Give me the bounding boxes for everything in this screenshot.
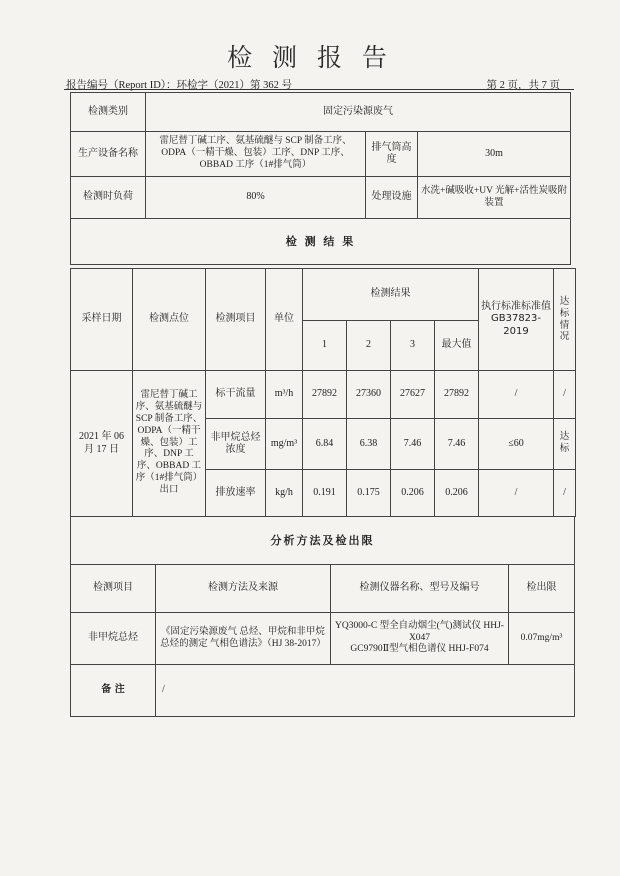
category-label: 检测类别 [71, 93, 146, 132]
equipment-value: 雷尼替丁碱工序、氨基硫醚与 SCP 制备工序、ODPA（一精干燥、包装）工序、DNP 工序、OBBAD 工序（1#排气筒） [146, 132, 366, 177]
methods-header-item: 检测项目 [71, 565, 156, 613]
row-compliance: / [554, 371, 576, 419]
sampling-point: 雷尼替丁碱工序、氨基硫醚与 SCP 制备工序、ODPA（一精干燥、包装）工序、DNP 工序、OBBAD 工序（1#排气筒）出口 [133, 371, 206, 517]
row-value-1: 0.191 [303, 470, 347, 517]
results-section-title: 检 测 结 果 [71, 219, 571, 265]
header-divider [64, 89, 574, 90]
header-unit: 单位 [266, 269, 303, 371]
remarks-value: / [156, 665, 575, 717]
header-date: 采样日期 [71, 269, 133, 371]
method-item: 非甲烷总烃 [71, 613, 156, 665]
row-unit: mg/m³ [266, 419, 303, 470]
row-unit: m³/h [266, 371, 303, 419]
row-max: 0.206 [435, 470, 479, 517]
equipment-label: 生产设备名称 [71, 132, 146, 177]
methods-header-method: 检测方法及来源 [156, 565, 331, 613]
instrument-1: YQ3000-C 型全自动烟尘(气)测试仪 HHJ-X047 [335, 620, 504, 643]
methods-header-limit: 检出限 [509, 565, 575, 613]
stack-height-label: 排气筒高度 [366, 132, 418, 177]
header-result: 检测结果 [303, 269, 479, 321]
results-table [70, 268, 576, 517]
page-number: 第 2 页，共 7 页 [486, 80, 560, 91]
report-id: 报告编号（Report ID）：环检字（2021）第 362 号 [66, 80, 293, 91]
info-table [70, 92, 571, 265]
row-value-1: 6.84 [303, 419, 347, 470]
row-compliance: / [554, 470, 576, 517]
row-standard: ≤60 [479, 419, 554, 470]
header-run-3: 3 [391, 321, 435, 371]
table-row [71, 613, 575, 665]
header-point: 检测点位 [133, 269, 206, 371]
detection-limit: 0.07mg/m³ [509, 613, 575, 665]
row-max: 27892 [435, 371, 479, 419]
load-label: 检测时负荷 [71, 177, 146, 219]
row-standard: / [479, 470, 554, 517]
row-unit: kg/h [266, 470, 303, 517]
methods-table [70, 516, 575, 717]
row-item: 排放速率 [206, 470, 266, 517]
remarks-label: 备 注 [71, 665, 156, 717]
row-item: 非甲烷总烃浓度 [206, 419, 266, 470]
row-value-3: 0.206 [391, 470, 435, 517]
page-title: 检 测 报 告 [227, 43, 393, 72]
header-item: 检测项目 [206, 269, 266, 371]
header-compliance: 达标情况 [554, 269, 576, 371]
row-value-1: 27892 [303, 371, 347, 419]
load-value: 80% [146, 177, 366, 219]
row-value-3: 7.46 [391, 419, 435, 470]
row-value-2: 0.175 [347, 470, 391, 517]
methods-header-instrument: 检测仪器名称、型号及编号 [331, 565, 509, 613]
method-instruments [331, 613, 509, 665]
sampling-date: 2021 年 06 月 17 日 [71, 371, 133, 517]
treatment-label: 处理设施 [366, 177, 418, 219]
header-run-2: 2 [347, 321, 391, 371]
header-standard: 执行标准标准值GB37823-2019 [479, 269, 554, 371]
table-row [71, 371, 576, 419]
row-compliance: 达标 [554, 419, 576, 470]
row-value-2: 27360 [347, 371, 391, 419]
header-run-1: 1 [303, 321, 347, 371]
row-standard: / [479, 371, 554, 419]
row-item: 标干流量 [206, 371, 266, 419]
methods-section-title: 分析方法及检出限 [71, 517, 575, 565]
instrument-2: GC9790Ⅱ型气相色谱仪 HHJ-F074 [350, 644, 489, 655]
stack-height-value: 30m [418, 132, 571, 177]
treatment-value: 水洗+碱吸收+UV 光解+活性炭吸附装置 [418, 177, 571, 219]
category-value: 固定污染源废气 [146, 93, 571, 132]
header-max: 最大值 [435, 321, 479, 371]
row-max: 7.46 [435, 419, 479, 470]
row-value-2: 6.38 [347, 419, 391, 470]
method-source: 《固定污染源废气 总烃、甲烷和非甲烷总烃的测定 气相色谱法》（HJ 38-2017） [156, 613, 331, 665]
row-value-3: 27627 [391, 371, 435, 419]
